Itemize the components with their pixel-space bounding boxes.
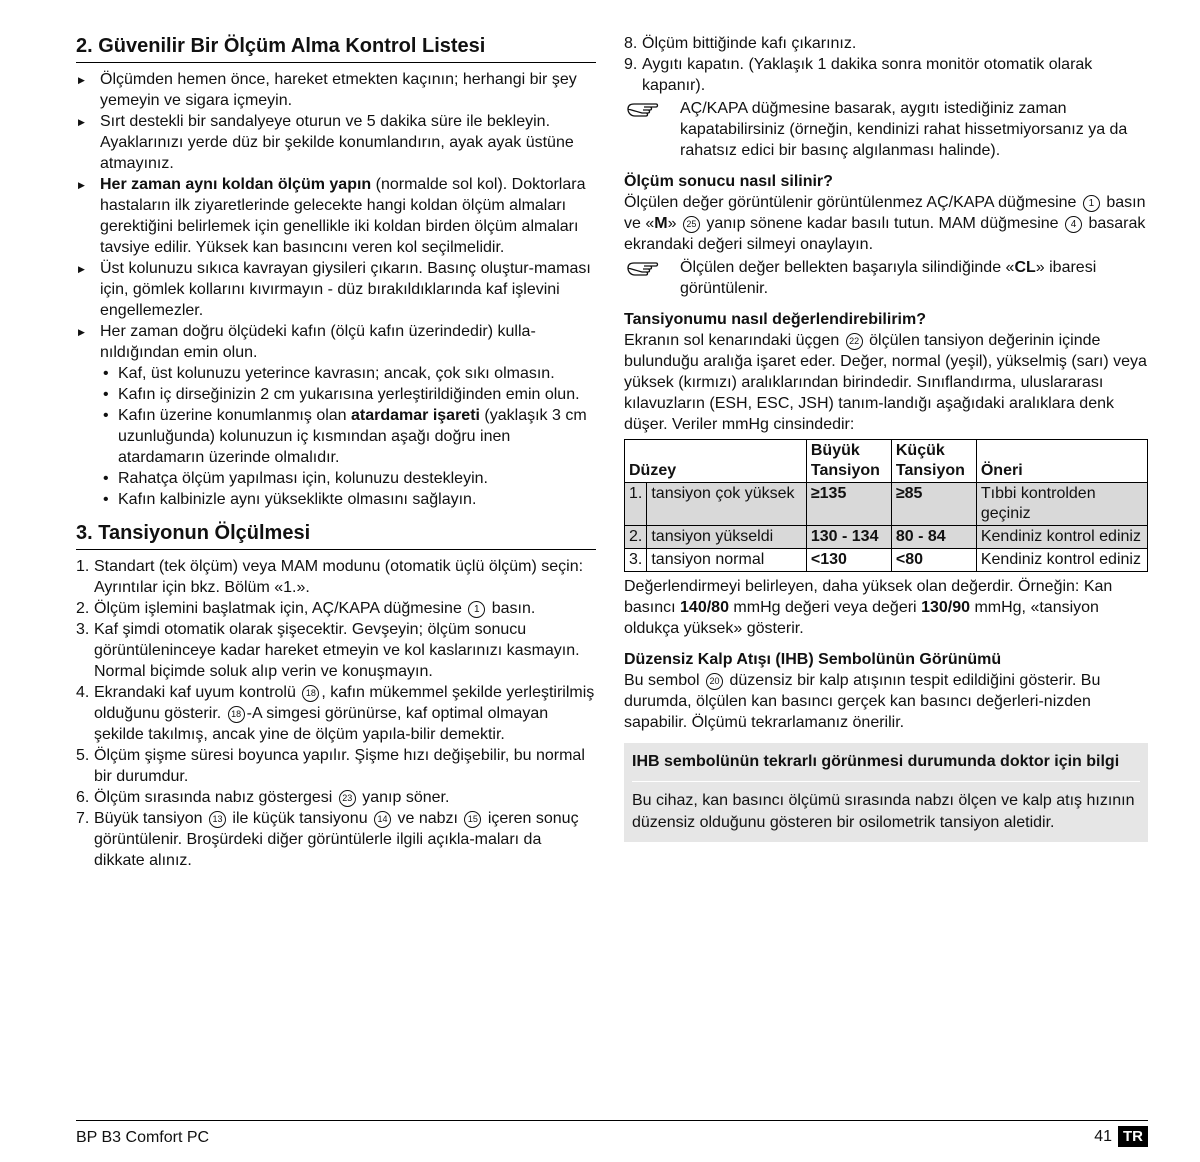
text: Ölçülen değer bellekten başarıyla silindiğinde « [680,259,1015,276]
step-number: 5. [76,747,90,764]
classification-table [624,439,1148,572]
text: Ölçülen değer görüntülenir görüntülenmez AÇ/KAPA düğmesine [624,194,1081,211]
info-box-title: IHB sembolünün tekrarlı görünmesi durumunda doktor için bilgi [632,751,1140,782]
value: ≥85 [895,485,923,502]
value: 80 - 84 [895,528,946,545]
step-item [624,33,1148,54]
circled-number: 15 [464,811,481,828]
text: ölçülen tansiyon değerinin içinde bulunduğu aralığa işaret eder. Değer, normal (yeşil), yükselmiş (sarı) veya yüksek (kırmızı) aralıklarından birindedir. Sınıflandırma, uluslararası kılavuzların (ESH, ESC, JSH) tanım-landığı aşağıdaki aralıklara denk düşer. Veriler mmHg cinsindedir: [624,332,1147,433]
text: -A simgesi görünürse, kaf optimal olmayan şekilde takılmış, ancak yine de ölçüm yapıla-bilir demektir. [94,705,549,743]
steps-list-continued [624,33,1148,96]
step-item [76,682,596,745]
circled-number: 18 [228,706,245,723]
circled-number: 25 [683,216,700,233]
step-item [76,556,596,598]
emphasis: M [654,215,668,232]
left-column [76,33,596,871]
footer-page [1094,1126,1148,1147]
evaluation-heading: Tansiyonumu nasıl değerlendirebilirim? [624,311,926,328]
table-cell [891,549,976,572]
checklist [76,69,596,510]
text: Ölçüm sırasında nabız göstergesi [94,789,337,806]
text: (normalde sol kol). Doktorlara hastaların ilk ziyaretlerinde gelecekte hangi koldan ölçüm almaları gerektiğini belirlemek için genellikle iki koldan birden ölçüm almaları tavsiye edilir. Yüksek kan basıncını veren kol seçilmelidir. [100,176,586,256]
table-cell: tansiyon çok yüksek [647,483,807,526]
emphasis: Her zaman aynı koldan ölçüm yapın [100,176,372,193]
column-header: Öneri [976,440,1147,483]
ihb-heading: Düzensiz Kalp Atışı (IHB) Sembolünün Görünümü [624,651,1002,668]
table-cell: tansiyon yükseldi [647,526,807,549]
text: yanıp söner. [357,789,450,806]
doctor-info-box [624,743,1148,842]
delete-paragraph [624,192,1148,255]
emphasis: atardamar işareti [351,407,480,424]
checklist-item: ▶ Üst kolunuzu sıkıca kavrayan giysileri çıkarın. Basınç oluştur-maması için, gömlek kollarını kıvırmayın - düz bırakıldıklarında kaf işlevini engellemezler. [76,258,596,321]
text: Standart (tek ölçüm) veya MAM modunu (otomatik üçlü ölçüm) seçin: Ayrıntılar için bkz. Bölüm «1.». [94,558,584,596]
sub-list-item: • Kaf, üst kolunuzu yeterince kavrasın; ancak, çok sıkı olmasın. [100,363,596,384]
pointing-hand-icon [626,259,664,277]
text: içeren sonuç görüntülenir. Broşürdeki diğer görüntülerle ilgili açıkla-maları da dikkate alınız. [94,810,579,869]
text: Büyük tansiyon [94,810,207,827]
step-item [624,54,1148,96]
circled-number: 1 [468,601,485,618]
table-cell [806,483,891,526]
table-cell [806,526,891,549]
text: ve nabzı [393,810,463,827]
checklist-item [76,321,596,510]
note [624,257,1148,299]
table-cell: 1. [625,483,647,526]
sub-list-item: • Kafın kalbinizle aynı yükseklikte olmasını sağlayın. [100,489,596,510]
value: <130 [810,551,847,568]
table-cell: Kendiniz kontrol ediniz [976,549,1147,572]
text: Ekrandaki kaf uyum kontrolü [94,684,301,701]
text: yanıp sönene kadar basılı tutun. MAM düğmesine [701,215,1064,232]
step-item [76,745,596,787]
table-cell: tansiyon normal [647,549,807,572]
text: Bu sembol [624,672,705,689]
ihb-paragraph [624,670,1148,733]
step-number: 4. [76,684,90,701]
step-item [76,598,596,619]
circled-number: 14 [374,811,391,828]
checklist-item: ▶ Ölçümden hemen önce, hareket etmekten kaçının; herhangi bir şey yemeyin ve sigara içmeyin. [76,69,596,111]
text: mmHg değeri veya değeri [728,599,922,616]
text: , kafın mükemmel şekilde yerleştirilmiş olduğunu gösterir. [94,684,595,722]
emphasis: 130/90 [921,599,970,616]
table-cell [891,483,976,526]
circled-number: 22 [846,333,863,350]
evaluation-paragraph [624,330,1148,435]
circled-number: 23 [339,790,356,807]
text: (yaklaşık 3 cm uzunluğunda) kolunuzun iç kısmından aşağı doğru inen atardamarın üzerinde olmalıdır. [118,407,587,466]
text: Ölçüm işlemini başlatmak için, AÇ/KAPA düğmesine [94,600,467,617]
value: ≥135 [810,485,847,502]
after-table-paragraph [624,576,1148,639]
step-number: 7. [76,810,90,827]
text: mmHg, «tansiyon oldukça yüksek» gösterir. [624,599,1099,637]
circled-number: 1 [1083,195,1100,212]
step-number: 8. [624,35,638,52]
step-item [76,787,596,808]
page-number: 41 [1094,1128,1112,1145]
info-box-text: Bu cihaz, kan basıncı ölçümü sırasında nabzı ölçen ve kalp atış hızının düzensiz olduğunu gösteren bir osilometrik tansiyon aletidir. [632,792,1135,831]
column-header: Küçük Tansiyon [891,440,976,483]
circled-number: 13 [209,811,226,828]
pointing-hand-icon [626,100,664,118]
note-text: AÇ/KAPA düğmesine basarak, aygıtı istediğiniz zaman kapatabilirsiniz (örneğin, kendinizi rahat hissetmiyorsanız ya da rahatsız edici bir basınç algılanması halinde). [680,100,1128,159]
text: ile küçük tansiyonu [227,810,373,827]
table-header-row [625,440,1148,483]
text: » [667,215,681,232]
circled-number: 20 [706,673,723,690]
section-2-title: 2. Güvenilir Bir Ölçüm Alma Kontrol Listesi [76,33,596,63]
footer-product: BP B3 Comfort PC [76,1129,210,1146]
step-number: 9. [624,56,638,73]
table-cell: Kendiniz kontrol ediniz [976,526,1147,549]
step-number: 6. [76,789,90,806]
table-cell: Tıbbi kontrolden geçiniz [976,483,1147,526]
text: » ibaresi görüntülenir. [680,259,1097,297]
table-cell: 2. [625,526,647,549]
step-number: 3. [76,621,90,638]
emphasis: 140/80 [680,599,729,616]
value: <80 [895,551,923,568]
emphasis: CL [1014,259,1036,276]
note [624,98,1148,161]
text: Kafın üzerine konumlanmış olan [118,407,352,424]
text: basın ve « [624,194,1146,232]
text: basın. [487,600,536,617]
sub-list-item: • Kafın iç dirseğinizin 2 cm yukarısına yerleştirildiğinden emin olun. [100,384,596,405]
circled-number: 18 [302,685,319,702]
text: Ölçüm şişme süresi boyunca yapılır. Şişme hızı değişebilir, bu normal bir durumdur. [94,747,585,785]
table-row [625,549,1148,572]
sub-list-item [100,405,596,468]
text: Ekranın sol kenarındaki üçgen [624,332,844,349]
section-3-title: 3. Tansiyonun Ölçülmesi [76,520,596,550]
footer-divider [76,1120,1148,1121]
text: Kaf şimdi otomatik olarak şişecektir. Gevşeyin; ölçüm sonucu görüntüleninceye kadar hareket etmeyin ve kol kaslarınızı kasmayın. Normal biçimde soluk alıp verin ve konuşmayın. [94,621,580,680]
right-column [624,33,1148,842]
language-badge: TR [1118,1126,1148,1147]
text: basarak ekrandaki değeri silmeyi onaylayın. [624,215,1146,253]
delete-heading: Ölçüm sonucu nasıl silinir? [624,173,833,190]
column-header: Büyük Tansiyon [806,440,891,483]
text: Her zaman doğru ölçüdeki kafın (ölçü kafın üzerindedir) kulla-nıldığından emin olun. [100,323,536,361]
sub-list-item: • Rahatça ölçüm yapılması için, kolunuzu destekleyin. [100,468,596,489]
step-item [76,619,596,682]
table-row [625,526,1148,549]
text: Değerlendirmeyi belirleyen, daha yüksek olan değerdir. Örneğin: Kan basıncı [624,578,1113,616]
sub-list [100,363,596,510]
checklist-item [76,174,596,258]
steps-list [76,556,596,871]
text: Ölçüm bittiğinde kafı çıkarınız. [642,35,857,52]
table-cell: 3. [625,549,647,572]
table-cell [806,549,891,572]
step-number: 2. [76,600,90,617]
checklist-item: ▶ Sırt destekli bir sandalyeye oturun ve 5 dakika süre ile bekleyin. Ayaklarınızı yerde düz bir şekilde konumlandırın, ayak ayak üstüne atmayınız. [76,111,596,174]
step-item [76,808,596,871]
text: düzensiz bir kalp atışının tespit edildiğini gösterir. Bu durumda, ölçülen kan basıncı gerçek kan basıncı değerleri-nizden sapabilir. Ölçümü tekrarlamanız önerilir. [624,672,1101,731]
step-number: 1. [76,558,90,575]
column-header: Düzey [625,440,807,483]
table-cell [891,526,976,549]
table-row [625,483,1148,526]
circled-number: 4 [1065,216,1082,233]
value: 130 - 134 [810,528,879,545]
text: Aygıtı kapatın. (Yaklaşık 1 dakika sonra monitör otomatik olarak kapanır). [642,56,1093,94]
